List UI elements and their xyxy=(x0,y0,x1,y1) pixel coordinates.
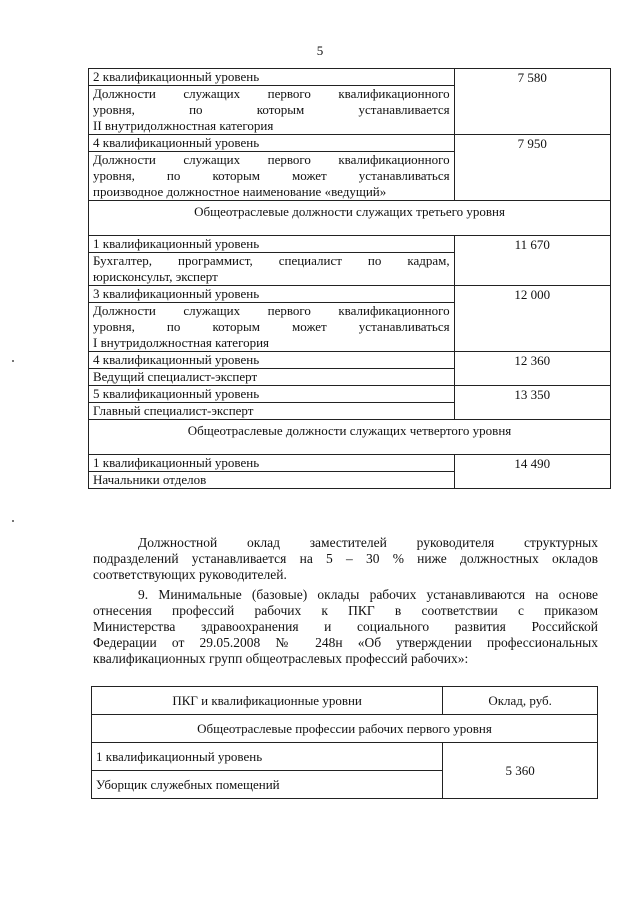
description-line: Главный специалист-эксперт xyxy=(93,403,254,418)
paragraph-line: 9. Минимальные (базовые) оклады рабочих устанавливаются на основе xyxy=(138,587,598,602)
position-description xyxy=(89,152,455,201)
paragraph-line: отнесения профессий рабочих к ПКГ в соответствии с приказом xyxy=(93,603,598,618)
paragraph-line: Должностной оклад заместителей руководителя структурных xyxy=(138,535,598,550)
group-header-row xyxy=(92,715,598,743)
table-row xyxy=(89,236,611,253)
qualification-level: 1 квалификационный уровень xyxy=(89,236,455,253)
table-header-row xyxy=(92,687,598,715)
paragraph-deputy-salary xyxy=(93,535,598,583)
qualification-level: 4 квалификационный уровень xyxy=(89,135,455,152)
salary-value: 14 490 xyxy=(454,455,610,489)
group-header: Общеотраслевые профессии рабочих первого уровня xyxy=(92,715,598,743)
description-line: Должности служащих первого квалификационного xyxy=(93,86,450,101)
salary-table-employees xyxy=(88,68,611,489)
description-line: Начальники отделов xyxy=(93,472,207,487)
paragraph-workers-salary xyxy=(93,587,598,667)
description-line: Должности служащих первого квалификационного xyxy=(93,303,450,318)
page-number: 5 xyxy=(316,43,324,58)
description-line: уровня, по которым может устанавливаться xyxy=(93,168,450,183)
position-description xyxy=(89,86,455,135)
description-line: Ведущий специалист-эксперт xyxy=(93,369,258,384)
table-row xyxy=(92,743,598,771)
salary-value: 7 580 xyxy=(454,69,610,135)
salary-table-workers xyxy=(91,686,598,799)
position-description xyxy=(89,369,455,386)
paragraph-line: соответствующих руководителей. xyxy=(93,567,287,582)
paragraph-line: квалификационных групп общеотраслевых профессий рабочих»: xyxy=(93,651,469,666)
description-line: производное должностное наименование «ведущий» xyxy=(93,184,387,199)
qualification-level: 3 квалификационный уровень xyxy=(89,286,455,303)
table-row xyxy=(89,455,611,472)
table-row xyxy=(89,69,611,86)
position-description xyxy=(89,403,455,420)
column-header-salary: Оклад, руб. xyxy=(443,687,598,715)
group-header-row xyxy=(89,201,611,236)
scan-mark xyxy=(12,360,14,362)
salary-value: 12 360 xyxy=(454,352,610,386)
description-line: Бухгалтер, программист, специалист по кадрам, xyxy=(93,253,450,268)
paragraph-line: подразделений устанавливается на 5 – 30 % ниже должностных окладов xyxy=(93,551,598,566)
description-line: уровня, по которым может устанавливаться xyxy=(93,319,450,334)
position-description xyxy=(89,253,455,286)
salary-value: 11 670 xyxy=(454,236,610,286)
column-header-groups: ПКГ и квалификационные уровни xyxy=(92,687,443,715)
scan-mark xyxy=(12,520,14,522)
salary-value: 13 350 xyxy=(454,386,610,420)
table-row xyxy=(89,352,611,369)
qualification-level: 2 квалификационный уровень xyxy=(89,69,455,86)
qualification-level: 1 квалификационный уровень xyxy=(92,743,443,771)
position-description xyxy=(89,472,455,489)
salary-value: 7 950 xyxy=(454,135,610,201)
description-line: Должности служащих первого квалификационного xyxy=(93,152,450,167)
group-header-row xyxy=(89,420,611,455)
description-line: I внутридолжностная категория xyxy=(93,335,270,350)
qualification-level: 5 квалификационный уровень xyxy=(89,386,455,403)
salary-value: 12 000 xyxy=(454,286,610,352)
paragraph-line: Федерации от 29.05.2008 № 248н «Об утверждении профессиональных xyxy=(93,635,598,650)
salary-table-body xyxy=(89,69,611,489)
qualification-level: 4 квалификационный уровень xyxy=(89,352,455,369)
description-line: уровня, по которым устанавливается xyxy=(93,102,450,117)
table-row xyxy=(89,286,611,303)
group-header: Общеотраслевые должности служащих третьего уровня xyxy=(89,201,611,236)
position-name: Уборщик служебных помещений xyxy=(92,771,443,799)
qualification-level: 1 квалификационный уровень xyxy=(89,455,455,472)
paragraph-line: Министерства здравоохранения и социального развития Российской xyxy=(93,619,598,634)
position-description xyxy=(89,303,455,352)
description-line: юрисконсульт, эксперт xyxy=(93,269,218,284)
table-row xyxy=(89,135,611,152)
description-line: II внутридолжностная категория xyxy=(93,118,274,133)
table-row xyxy=(89,386,611,403)
group-header: Общеотраслевые должности служащих четвертого уровня xyxy=(89,420,611,455)
salary-value: 5 360 xyxy=(443,743,598,799)
